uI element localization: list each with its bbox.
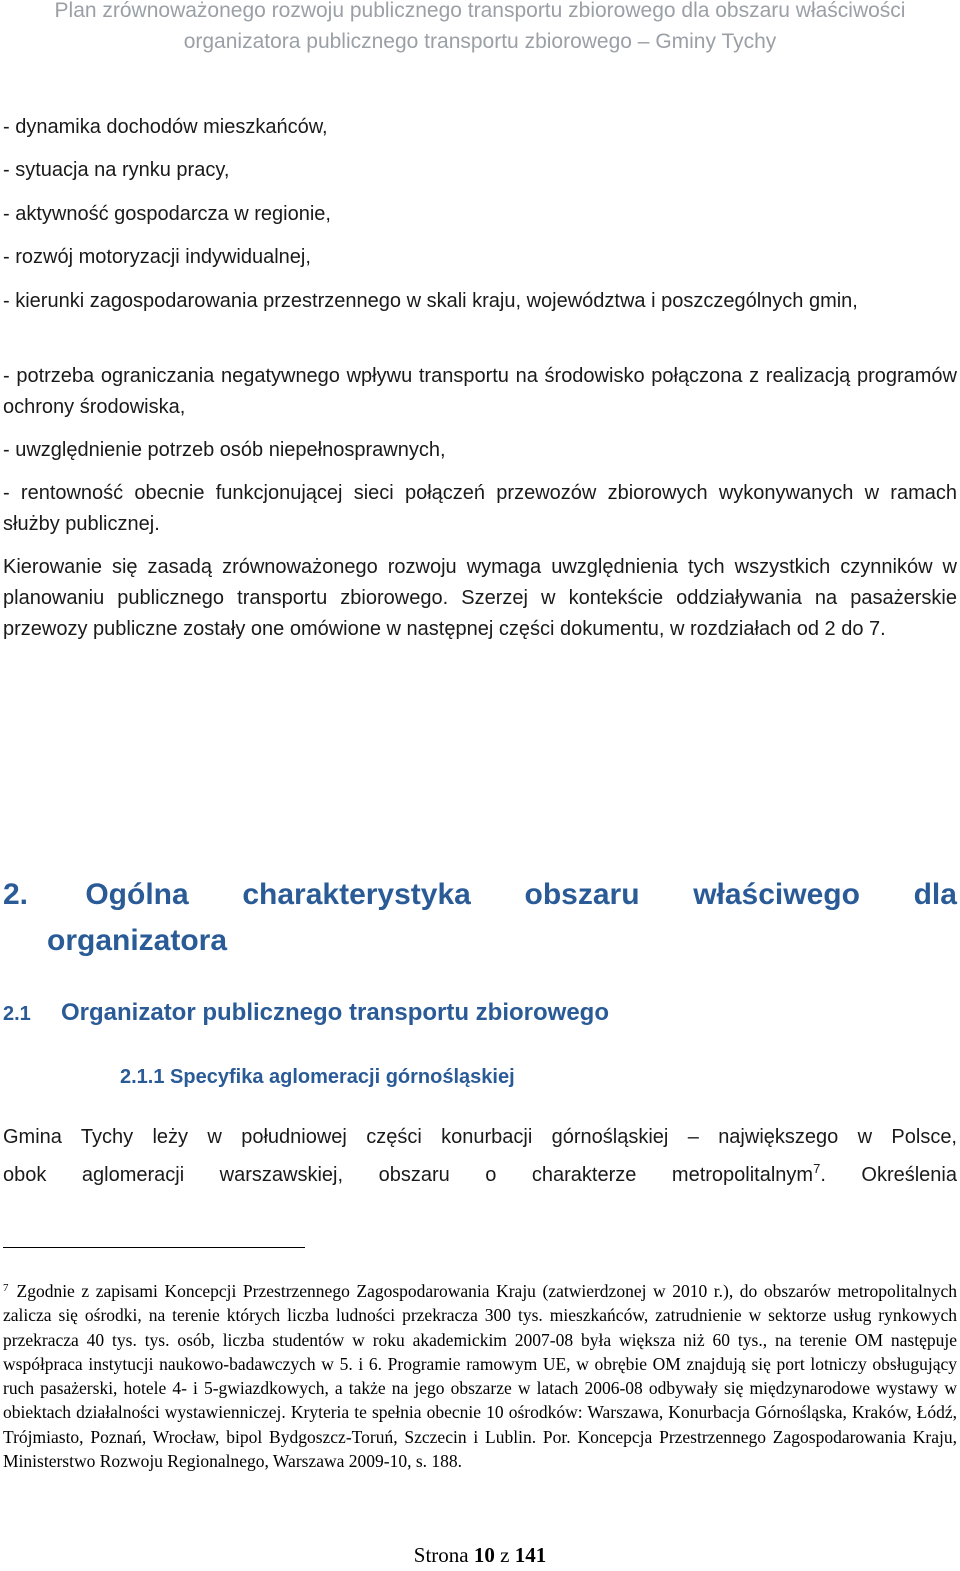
heading-word: Ogólna	[85, 878, 189, 911]
heading-word: obszaru	[524, 878, 640, 911]
current-page: 10	[473, 1543, 495, 1567]
total-pages: 141	[514, 1543, 547, 1567]
section-title: Organizator publicznego transportu zbiorowego	[61, 999, 610, 1026]
footnote-reference[interactable]: 7	[813, 1161, 821, 1176]
footnote	[3, 1276, 957, 1473]
paragraph-text: obok aglomeracji warszawskiej, obszaru o charakterze metropolitalnym	[3, 1164, 814, 1186]
heading-word: właściwego	[693, 878, 860, 911]
page-separator: z	[500, 1543, 510, 1567]
list-item: - uwzględnienie potrzeb osób niepełnosprawnych,	[3, 439, 446, 461]
footnote-text: Zgodnie z zapisami Koncepcji Przestrzennego Zagospodarowania Kraju (zatwierdzonej w 2010 r.), do obszarów metropolitalnych zalicza się ośrodki, na terenie których liczba ludności przekracza 300 tys. mieszkańców, zatrudnienie w sektorze usług rynkowych przekracza 40 tys. tys. osób, liczba studentów w roku akademickim 2007-08 była większa niż 60 tys., na terenie OM następuje współpraca instytucji naukowo-badawczych w 5. i 6. Programie ramowym UE, w obrębie OM znajdują się port lotniczy obsługujący ruch pasażerski, hotele 4- i 5-gwiazdkowych, a także na jego obszarze w latach 2006-08 odbywały się międzynarodowe wystawy w obiektach działalności wystawienniczej. Kryteria te spełnia obecnie 10 ośrodków: Warszawa, Konurbacja Górnośląska, Kraków, Łódź, Trójmiasto, Poznań, Wrocław, bipol Bydgoszcz-Toruń, Szczecin i Lublin. Por. Koncepcja Przestrzennego Zagospodarowania Kraju, Ministerstwo Rozwoju Regionalnego, Warszawa 2009-10, s. 188.	[3, 1281, 957, 1472]
header-line-1: Plan zrównoważonego rozwoju publicznego transportu zbiorowego dla obszaru właściwości	[54, 0, 906, 22]
footnote-separator	[3, 1247, 305, 1248]
heading-line-2: organizatora	[47, 924, 228, 957]
list-item: - sytuacja na rynku pracy,	[3, 159, 230, 181]
header-line-2: organizatora publicznego transportu zbiorowego – Gminy Tychy	[183, 30, 777, 53]
section-heading-2	[3, 872, 957, 964]
paragraph-line: Gmina Tychy leży w południowej części konurbacji górnośląskiej – największego w Polsce,	[3, 1126, 957, 1148]
page-number	[0, 1543, 960, 1568]
section-number: 2.	[3, 878, 29, 911]
paragraph-text: . Określenia	[820, 1164, 957, 1186]
page-label: Strona	[413, 1543, 469, 1567]
section-number: 2.1.1	[120, 1066, 165, 1088]
section-title: Specyfika aglomeracji górnośląskiej	[170, 1066, 515, 1088]
footnote-marker: 7	[3, 1282, 9, 1294]
section-heading-2-1-1	[120, 1062, 515, 1092]
paragraph	[3, 1122, 957, 1191]
section-heading-2-1	[3, 997, 609, 1030]
section-number: 2.1	[3, 1003, 31, 1025]
list-item: - rentowność obecnie funkcjonującej sieci połączeń przewozów zbiorowych wykonywanych w ramach służby publicznej.	[3, 482, 957, 535]
running-header	[0, 0, 960, 57]
list-item: - aktywność gospodarcza w regionie,	[3, 203, 331, 225]
list-item: - dynamika dochodów mieszkańców,	[3, 116, 328, 138]
list-item: - rozwój motoryzacji indywidualnej,	[3, 246, 311, 268]
paragraph: Kierowanie się zasadą zrównoważonego rozwoju wymaga uwzględnienia tych wszystkich czynników w planowaniu publicznego transportu zbiorowego. Szerzej w kontekście oddziaływania na pasażerskie przewozy publiczne zostały one omówione w następnej części dokumentu, w rozdziałach od 2 do 7.	[3, 556, 957, 640]
heading-word: charakterystyka	[242, 878, 471, 911]
heading-word: dla	[913, 878, 957, 911]
paragraph-line	[3, 1153, 957, 1191]
list-item: - kierunki zagospodarowania przestrzennego w skali kraju, województwa i poszczególnych gmin,	[3, 290, 858, 312]
list-item: - potrzeba ograniczania negatywnego wpływu transportu na środowisko połączona z realizacją programów ochrony środowiska,	[3, 365, 957, 418]
